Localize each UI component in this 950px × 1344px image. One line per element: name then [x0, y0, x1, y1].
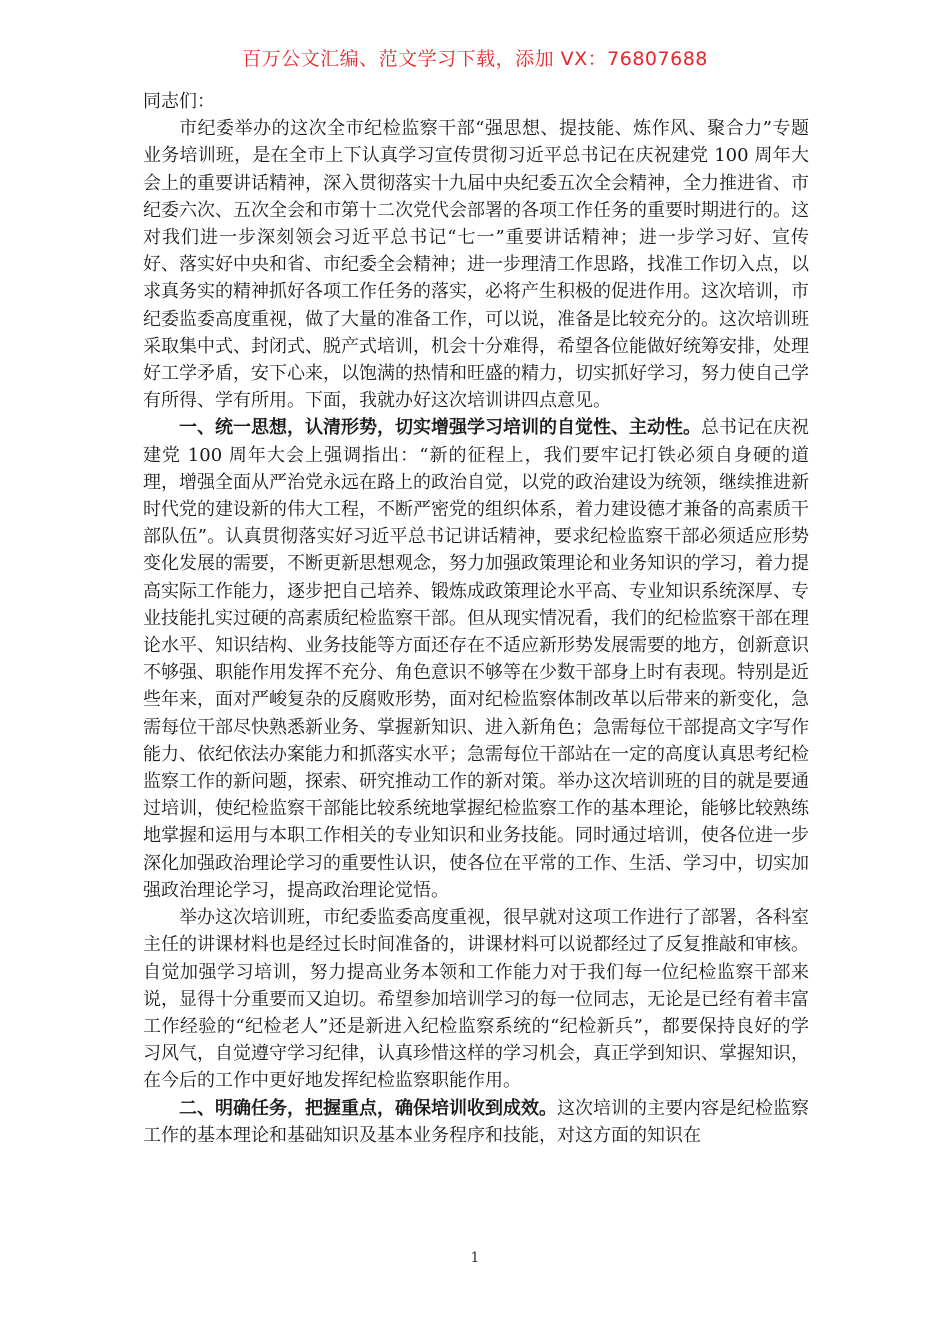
section-heading: 二、明确任务，把握重点，确保培训收到成效。 — [179, 1097, 557, 1119]
paragraph-text: 这次培训的主要内容是纪检监察工作的基本理论和基础知识及基本业务程序和技能，对这方面的知识在 — [143, 1097, 809, 1146]
section-heading: 一、统一思想，认清形势，切实增强学习培训的自觉性、主动性。 — [179, 417, 701, 439]
paragraph-text: 举办这次培训班，市纪委监委高度重视，很早就对这项工作进行了部署，各科室主任的讲课材料也是经过长时间准备的，讲课材料可以说都经过了反复推敲和审核。自觉加强学习培训，努力提高业务本领和工作能力对于我们每一位纪检监察干部来说，显得十分重要而又迫切。希望参加培训学习的每一位同志，无论是已经有着丰富工作经验的“纪检老人”还是新进入纪检监察系统的“纪检新兵”，都要保持良好的学习风气，自觉遵守学习纪律，认真珍惜这样的学习机会，真正学到知识、掌握知识，在今后的工作中更好地发挥纪检监察职能作用。 — [143, 907, 809, 1092]
paragraph-text: 总书记在庆祝建党 100 周年大会上强调指出：“新的征程上，我们要牢记打铁必须自身硬的道理，增强全面从严治党永远在路上的政治自觉，以党的政治建设为统领，继续推进新时代党的建设新的伟大工程，不断严密党的组织体系，着力建设德才兼备的高素质干部队伍”。认真贯彻落实好习近平总书记讲话精神，要求纪检监察干部必须适应形势变化发展的需要，不断更新思想观念，努力加强政策理论和业务知识的学习，着力提高实际工作能力，逐步把自己培养、锻炼成政策理论水平高、专业知识系统深厚、专业技能扎实过硬的高素质纪检监察干部。但从现实情况看，我们的纪检监察干部在理论水平、知识结构、业务技能等方面还存在不适应新形势发展需要的地方，创新意识不够强、职能作用发挥不充分、角色意识不够等在少数干部身上时有表现。特别是近些年来，面对严峻复杂的反腐败形势，面对纪检监察体制改革以后带来的新变化，急需每位干部尽快熟悉新业务、掌握新知识、进入新角色；急需每位干部提高文字写作能力、依纪依法办案能力和抓落实水平；急需每位干部站在一定的高度认真思考纪检监察工作的新问题，探索、研究推动工作的新对策。举办这次培训班的目的就是要通过培训，使纪检监察干部能比较系统地掌握纪检监察工作的基本理论，能够比较熟练地掌握和运用与本职工作相关的专业知识和业务技能。同时通过培训，使各位进一步深化加强政治理论学习的重要性认识，使各位在平常的工作、生活、学习中，切实加强政治理论学习，提高政治理论觉悟。 — [143, 417, 809, 901]
paragraph-intro — [143, 115, 809, 414]
paragraph-section-one — [143, 414, 809, 904]
header-banner: 百万公文汇编、范文学习下载，添加 VX：76807688 — [242, 48, 708, 70]
paragraph-section-two — [143, 1095, 809, 1149]
salutation: 同志们： — [143, 91, 215, 112]
document-body — [143, 88, 809, 1149]
paragraph-text: 市纪委举办的这次全市纪检监察干部“强思想、提技能、炼作风、聚合力”专题业务培训班，是在全市上下认真学习宣传贯彻习近平总书记在庆祝建党 100 周年大会上的重要讲话精神，深入贯彻落实十九届中央纪委五次全会精神，全力推进省、市纪委六次、五次全会和市第十二次党代会部署的各项工作任务的重要时期进行的。这对我们进一步深刻领会习近平总书记“七一”重要讲话精神；进一步学习好、宣传好、落实好中央和省、市纪委全会精神；进一步理清工作思路，找准工作切入点，以求真务实的精神抓好各项工作任务的落实，必将产生积极的促进作用。这次培训，市纪委监委高度重视，做了大量的准备工作，可以说，准备是比较充分的。这次培训班采取集中式、封闭式、脱产式培训，机会十分难得，希望各位能做好统筹安排，处理好工学矛盾，安下心来，以饱满的热情和旺盛的精力，切实抓好学习，努力使自己学有所得、学有所用。下面，我就办好这次培训讲四点意见。 — [143, 118, 809, 412]
paragraph-training-arrangement — [143, 904, 809, 1094]
page-number: 1 — [470, 1250, 480, 1266]
